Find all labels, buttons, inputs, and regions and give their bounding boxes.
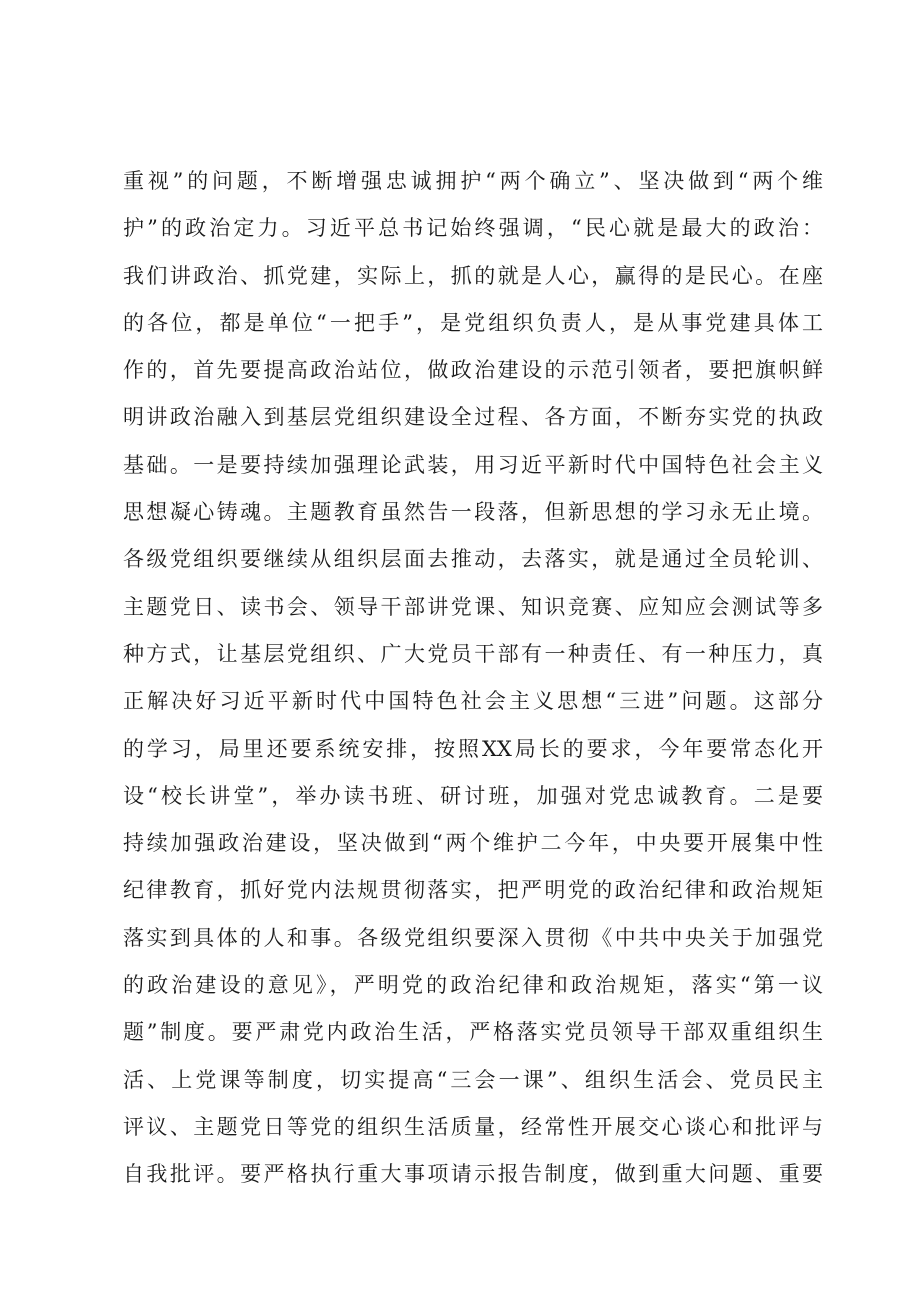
text-line: 评议、主题党日等党的组织生活质量，经常性开展交心谈心和批评与 — [123, 1114, 823, 1139]
text-line: 设“校长讲堂”，举办读书班、研讨班，加强对党忠诚教育。二是要 — [123, 783, 823, 808]
text-line: 正解决好习近平新时代中国特色社会主义思想“三进”问题。这部分 — [123, 689, 823, 714]
text-line: 的学习，局里还要系统安排，按照XX局长的要求，今年要常态化开 — [123, 736, 823, 761]
text-line: 明讲政治融入到基层党组织建设全过程、各方面，不断夯实党的执政 — [123, 405, 823, 430]
text-line: 作的，首先要提高政治站位，做政治建设的示范引领者，要把旗帜鲜 — [123, 358, 823, 383]
text-line: 持续加强政治建设，坚决做到“两个维护二今年，中央要开展集中性 — [123, 831, 823, 856]
text-line: 各级党组织要继续从组织层面去推动，去落实，就是通过全员轮训、 — [123, 547, 823, 572]
text-line: 自我批评。要严格执行重大事项请示报告制度，做到重大问题、重要 — [123, 1162, 823, 1187]
text-line: 种方式，让基层党组织、广大党员干部有一种责任、有一种压力，真 — [123, 641, 823, 666]
text-line: 纪律教育，抓好党内法规贯彻落实，把严明党的政治纪律和政治规矩 — [123, 878, 823, 903]
text-line: 的政治建设的意见》，严明党的政治纪律和政治规矩，落实“第一议 — [123, 973, 823, 998]
text-line: 主题党日、读书会、领导干部讲党课、知识竞赛、应知应会测试等多 — [123, 594, 823, 619]
text-line: 题”制度。要严肃党内政治生活，严格落实党员领导干部双重组织生 — [123, 1020, 823, 1045]
text-line: 的各位，都是单位“一把手”，是党组织负责人，是从事党建具体工 — [123, 310, 823, 335]
text-line: 我们讲政治、抓党建，实际上，抓的就是人心，赢得的是民心。在座 — [123, 263, 823, 288]
text-line: 重视”的问题，不断增强忠诚拥护“两个确立”、坚决做到“两个维 — [123, 169, 823, 193]
text-line: 活、上党课等制度，切实提高“三会一课”、组织生活会、党员民主 — [123, 1067, 823, 1092]
text-line: 落实到具体的人和事。各级党组织要深入贯彻《中共中央关于加强党 — [123, 925, 823, 950]
text-line: 思想凝心铸魂。主题教育虽然告一段落，但新思想的学习永无止境。 — [123, 500, 823, 525]
text-line: 基础。一是要持续加强理论武装，用习近平新时代中国特色社会主义 — [123, 452, 823, 477]
text-line: 护”的政治定力。习近平总书记始终强调，“民心就是最大的政治： — [123, 216, 823, 241]
body-paragraph — [123, 158, 823, 1199]
